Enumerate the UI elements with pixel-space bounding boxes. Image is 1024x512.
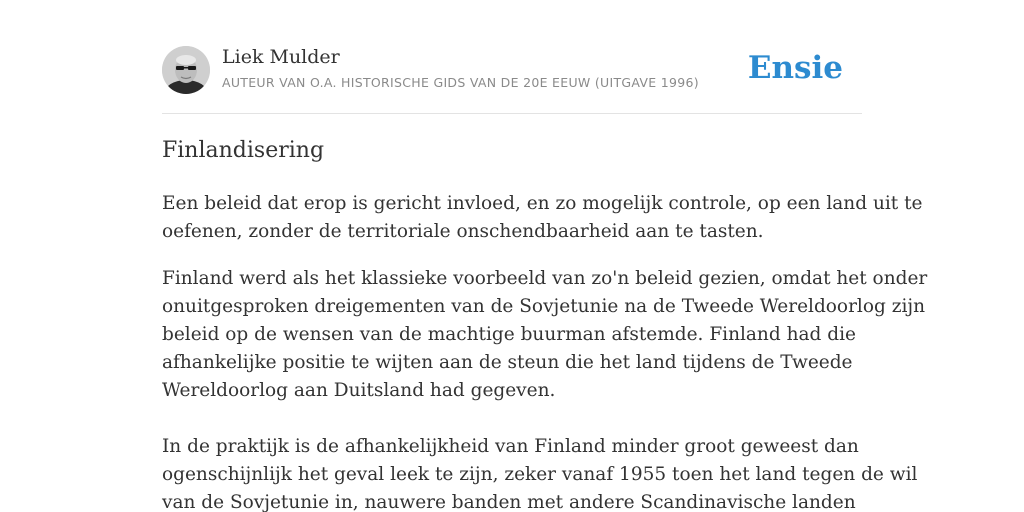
author-header (162, 46, 862, 96)
header-divider (162, 113, 862, 114)
article-paragraph-3 (162, 433, 918, 512)
author-name[interactable]: Liek Mulder (222, 46, 340, 68)
brand-logo[interactable]: Ensie (747, 50, 843, 86)
paragraph-line: Wereldoorlog aan Duitsland had gegeven. (162, 380, 556, 401)
paragraph-line: afhankelijke positie te wijten aan de steun die het land tijdens de Tweede (162, 352, 853, 373)
paragraph-line: Een beleid dat erop is gericht invloed, en zo mogelijk controle, op een land uit te (162, 193, 923, 214)
paragraph-line: van de Sovjetunie in, nauwere banden met andere Scandinavische landen (162, 492, 856, 512)
article-paragraph-1 (162, 190, 923, 246)
person-photo-icon (162, 46, 210, 94)
paragraph-line: ogenschijnlijk het geval leek te zijn, zeker vanaf 1955 toen het land tegen de wil (162, 464, 918, 485)
article-title: Finlandisering (162, 138, 325, 163)
article-paragraph-2 (162, 265, 928, 405)
paragraph-line: beleid op de wensen van de machtige buurman afstemde. Finland had die (162, 324, 856, 345)
paragraph-line: oefenen, zonder de territoriale onschendbaarheid aan te tasten. (162, 221, 764, 242)
paragraph-line: onuitgesproken dreigementen van de Sovjetunie na de Tweede Wereldoorlog zijn (162, 296, 926, 317)
author-bio: AUTEUR VAN O.A. HISTORISCHE GIDS VAN DE 20E EEUW (UITGAVE 1996) (222, 75, 699, 90)
paragraph-line: In de praktijk is de afhankelijkheid van Finland minder groot geweest dan (162, 436, 859, 457)
author-avatar[interactable] (162, 46, 210, 94)
paragraph-line: Finland werd als het klassieke voorbeeld van zo'n beleid gezien, omdat het onder (162, 268, 928, 289)
